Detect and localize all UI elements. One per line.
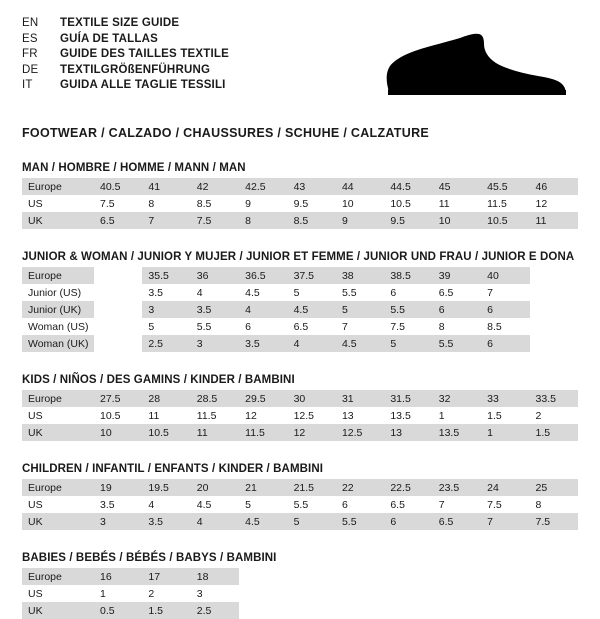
size-cell: 41 (142, 178, 190, 195)
size-cell (384, 585, 432, 602)
row-label: Junior (UK) (22, 301, 94, 318)
size-cell: 7.5 (94, 195, 142, 212)
size-cell (530, 568, 578, 585)
language-code: EN (22, 17, 39, 29)
size-table (22, 390, 578, 441)
size-cell: 7 (481, 513, 529, 530)
row-label: Europe (22, 267, 94, 284)
size-cell: 11 (433, 195, 481, 212)
table-row (22, 407, 578, 424)
size-cell: 5 (142, 318, 190, 335)
size-cell (530, 318, 578, 335)
row-label: UK (22, 424, 94, 441)
size-cell: 28.5 (191, 390, 239, 407)
language-title: GUÍA DE TALLAS (60, 32, 158, 45)
size-cell: 7.5 (191, 212, 239, 229)
size-cell: 6.5 (433, 284, 481, 301)
size-cell (239, 568, 287, 585)
size-cell: 4.5 (336, 335, 384, 352)
size-table (22, 178, 578, 229)
size-cell: 42 (191, 178, 239, 195)
size-cell: 8 (433, 318, 481, 335)
size-cell: 7 (481, 284, 529, 301)
size-cell: 18 (191, 568, 239, 585)
size-cell: 10.5 (384, 195, 432, 212)
size-cell: 1 (433, 407, 481, 424)
size-cell: 7.5 (530, 513, 578, 530)
size-cell (433, 602, 481, 619)
size-cell: 38 (336, 267, 384, 284)
size-cell: 12.5 (288, 407, 336, 424)
language-code: DE (22, 63, 39, 76)
size-table (22, 568, 578, 619)
size-cell: 2.5 (142, 335, 190, 352)
size-cell: 3 (191, 585, 239, 602)
size-cell: 3 (142, 301, 190, 318)
size-cell: 4.5 (191, 496, 239, 513)
size-cell: 35.5 (142, 267, 190, 284)
size-cell: 29.5 (239, 390, 287, 407)
size-cell (433, 568, 481, 585)
size-cell: 6 (384, 284, 432, 301)
size-cell: 10 (336, 195, 384, 212)
size-cell (94, 335, 142, 352)
size-cell: 11 (191, 424, 239, 441)
size-cell (94, 301, 142, 318)
size-cell: 7 (142, 212, 190, 229)
size-cell: 5 (336, 301, 384, 318)
size-cell: 8.5 (288, 212, 336, 229)
size-cell: 2 (530, 407, 578, 424)
table-row (22, 178, 578, 195)
size-cell: 6 (433, 301, 481, 318)
table-row (22, 496, 578, 513)
size-cell: 2.5 (191, 602, 239, 619)
size-cell: 22 (336, 479, 384, 496)
table-row (22, 479, 578, 496)
size-cell (481, 602, 529, 619)
size-cell: 7.5 (384, 318, 432, 335)
size-cell: 2 (142, 585, 190, 602)
size-cell (530, 284, 578, 301)
size-cell: 3.5 (94, 496, 142, 513)
size-cell (288, 602, 336, 619)
table-row (22, 267, 578, 284)
size-cell: 3.5 (191, 301, 239, 318)
table-row (22, 513, 578, 530)
table-row (22, 318, 578, 335)
size-cell: 46 (530, 178, 578, 195)
size-cell: 36.5 (239, 267, 287, 284)
size-cell: 11 (142, 407, 190, 424)
size-cell: 23.5 (433, 479, 481, 496)
size-cell: 6.5 (288, 318, 336, 335)
language-code: IT (22, 79, 33, 91)
size-cell: 5 (288, 284, 336, 301)
size-cell (530, 301, 578, 318)
row-label: Woman (UK) (22, 335, 94, 352)
language-code: FR (22, 48, 38, 60)
size-cell: 4 (142, 496, 190, 513)
table-row (22, 335, 578, 352)
size-cell: 8.5 (481, 318, 529, 335)
size-cell: 12 (239, 407, 287, 424)
size-cell: 6 (384, 513, 432, 530)
size-cell: 6.5 (433, 513, 481, 530)
size-cell: 21 (239, 479, 287, 496)
size-cell: 9 (239, 195, 287, 212)
row-label: UK (22, 602, 94, 619)
size-cell: 7 (336, 318, 384, 335)
size-cell: 30 (288, 390, 336, 407)
size-cell: 8 (142, 195, 190, 212)
size-cell: 13.5 (384, 407, 432, 424)
size-cell: 3 (191, 335, 239, 352)
document-header (22, 16, 578, 108)
size-cell (336, 585, 384, 602)
table-row (22, 284, 578, 301)
size-cell: 31 (336, 390, 384, 407)
size-cell: 3.5 (142, 284, 190, 301)
size-cell: 22.5 (384, 479, 432, 496)
size-cell: 6 (239, 318, 287, 335)
size-cell: 19 (94, 479, 142, 496)
size-cell: 1 (94, 585, 142, 602)
size-cell: 5.5 (288, 496, 336, 513)
size-cell: 13 (336, 407, 384, 424)
size-cell: 4.5 (239, 284, 287, 301)
row-label: Europe (22, 479, 94, 496)
size-cell (530, 267, 578, 284)
size-cell: 6.5 (384, 496, 432, 513)
size-cell: 9 (336, 212, 384, 229)
row-label: Woman (US) (22, 318, 94, 335)
size-cell: 17 (142, 568, 190, 585)
dress-shoe-icon (380, 28, 570, 100)
size-cell: 11.5 (239, 424, 287, 441)
size-cell: 5.5 (433, 335, 481, 352)
size-cell: 5.5 (384, 301, 432, 318)
size-cell: 42.5 (239, 178, 287, 195)
size-cell: 25 (530, 479, 578, 496)
size-tables-container (22, 162, 578, 619)
size-cell: 4.5 (239, 513, 287, 530)
size-cell (94, 284, 142, 301)
size-cell: 4 (191, 513, 239, 530)
size-cell: 13 (384, 424, 432, 441)
size-cell (239, 585, 287, 602)
size-cell (433, 585, 481, 602)
size-cell: 19.5 (142, 479, 190, 496)
size-cell: 10.5 (481, 212, 529, 229)
size-cell (336, 568, 384, 585)
size-cell: 40.5 (94, 178, 142, 195)
size-cell: 1.5 (530, 424, 578, 441)
size-cell: 10.5 (94, 407, 142, 424)
size-cell (384, 568, 432, 585)
size-cell: 33 (481, 390, 529, 407)
size-cell: 31.5 (384, 390, 432, 407)
size-cell: 24 (481, 479, 529, 496)
size-cell: 4 (288, 335, 336, 352)
size-cell (239, 602, 287, 619)
size-cell: 10.5 (142, 424, 190, 441)
table-row (22, 390, 578, 407)
size-cell: 6 (336, 496, 384, 513)
size-cell: 45 (433, 178, 481, 195)
size-cell (288, 585, 336, 602)
size-cell: 38.5 (384, 267, 432, 284)
table-row (22, 585, 578, 602)
table-row (22, 195, 578, 212)
size-cell: 39 (433, 267, 481, 284)
table-row (22, 568, 578, 585)
size-table-block (22, 162, 578, 229)
size-cell: 10 (94, 424, 142, 441)
row-label: US (22, 496, 94, 513)
size-cell: 9.5 (288, 195, 336, 212)
size-cell: 4 (239, 301, 287, 318)
footwear-section-title: FOOTWEAR / CALZADO / CHAUSSURES / SCHUHE / CALZATURE (22, 126, 430, 140)
language-title: GUIDA ALLE TAGLIE TESSILI (60, 79, 226, 91)
size-cell: 5.5 (336, 513, 384, 530)
size-cell: 7.5 (481, 496, 529, 513)
row-label: Europe (22, 390, 94, 407)
size-table (22, 479, 578, 530)
size-cell: 11.5 (191, 407, 239, 424)
size-cell: 3 (94, 513, 142, 530)
size-cell: 0.5 (94, 602, 142, 619)
size-cell (384, 602, 432, 619)
language-title: TEXTILGRÖßENFÜHRUNG (60, 63, 211, 76)
size-cell: 40 (481, 267, 529, 284)
size-cell: 27.5 (94, 390, 142, 407)
language-title: TEXTILE SIZE GUIDE (60, 17, 180, 29)
table-row (22, 212, 578, 229)
size-cell: 5 (288, 513, 336, 530)
size-cell (530, 335, 578, 352)
size-cell (530, 585, 578, 602)
size-cell: 44 (336, 178, 384, 195)
size-cell (288, 568, 336, 585)
size-cell: 45.5 (481, 178, 529, 195)
size-cell: 8 (530, 496, 578, 513)
size-cell: 43 (288, 178, 336, 195)
size-cell: 3.5 (239, 335, 287, 352)
size-cell: 33.5 (530, 390, 578, 407)
size-cell: 5.5 (191, 318, 239, 335)
size-cell: 11.5 (481, 195, 529, 212)
size-cell: 3.5 (142, 513, 190, 530)
row-label: Europe (22, 568, 94, 585)
row-label: US (22, 195, 94, 212)
size-cell: 8.5 (191, 195, 239, 212)
size-cell: 6.5 (94, 212, 142, 229)
size-cell (481, 585, 529, 602)
size-cell: 20 (191, 479, 239, 496)
row-label: Junior (US) (22, 284, 94, 301)
size-table-block (22, 463, 578, 530)
size-table-block (22, 251, 578, 352)
language-code: ES (22, 32, 38, 45)
row-label: Europe (22, 178, 94, 195)
size-cell: 10 (433, 212, 481, 229)
size-cell: 5 (239, 496, 287, 513)
table-row (22, 301, 578, 318)
size-cell: 1.5 (481, 407, 529, 424)
size-cell (481, 568, 529, 585)
size-cell: 1.5 (142, 602, 190, 619)
size-table-title: CHILDREN / INFANTIL / ENFANTS / KINDER / BAMBINI (22, 463, 324, 475)
size-cell: 12 (530, 195, 578, 212)
size-cell: 5 (384, 335, 432, 352)
size-cell: 5.5 (336, 284, 384, 301)
size-table-block (22, 552, 578, 619)
size-cell (94, 267, 142, 284)
size-cell: 28 (142, 390, 190, 407)
size-cell: 13.5 (433, 424, 481, 441)
row-label: UK (22, 513, 94, 530)
table-row (22, 424, 578, 441)
size-cell: 7 (433, 496, 481, 513)
size-cell: 16 (94, 568, 142, 585)
language-title: GUIDE DES TAILLES TEXTILE (60, 48, 229, 60)
row-label: UK (22, 212, 94, 229)
size-cell: 4.5 (288, 301, 336, 318)
size-cell: 4 (191, 284, 239, 301)
size-cell: 36 (191, 267, 239, 284)
table-row (22, 602, 578, 619)
size-cell: 21.5 (288, 479, 336, 496)
size-table-title: JUNIOR & WOMAN / JUNIOR Y MUJER / JUNIOR ET FEMME / JUNIOR UND FRAU / JUNIOR E DONA (22, 251, 575, 263)
size-cell: 6 (481, 335, 529, 352)
size-cell: 8 (239, 212, 287, 229)
size-cell: 11 (530, 212, 578, 229)
size-cell: 44.5 (384, 178, 432, 195)
size-table-block (22, 374, 578, 441)
size-cell: 1 (481, 424, 529, 441)
size-cell (530, 602, 578, 619)
row-label: US (22, 585, 94, 602)
size-table (22, 267, 578, 352)
size-table-title: KIDS / NIÑOS / DES GAMINS / KINDER / BAMBINI (22, 374, 295, 386)
size-cell (336, 602, 384, 619)
size-cell: 6 (481, 301, 529, 318)
size-cell (94, 318, 142, 335)
size-table-title: BABIES / BEBÉS / BÉBÉS / BABYS / BAMBINI (22, 552, 277, 564)
size-cell: 12.5 (336, 424, 384, 441)
size-cell: 9.5 (384, 212, 432, 229)
row-label: US (22, 407, 94, 424)
size-cell: 12 (288, 424, 336, 441)
size-cell: 32 (433, 390, 481, 407)
size-table-title: MAN / HOMBRE / HOMME / MANN / MAN (22, 162, 246, 174)
size-cell: 37.5 (288, 267, 336, 284)
